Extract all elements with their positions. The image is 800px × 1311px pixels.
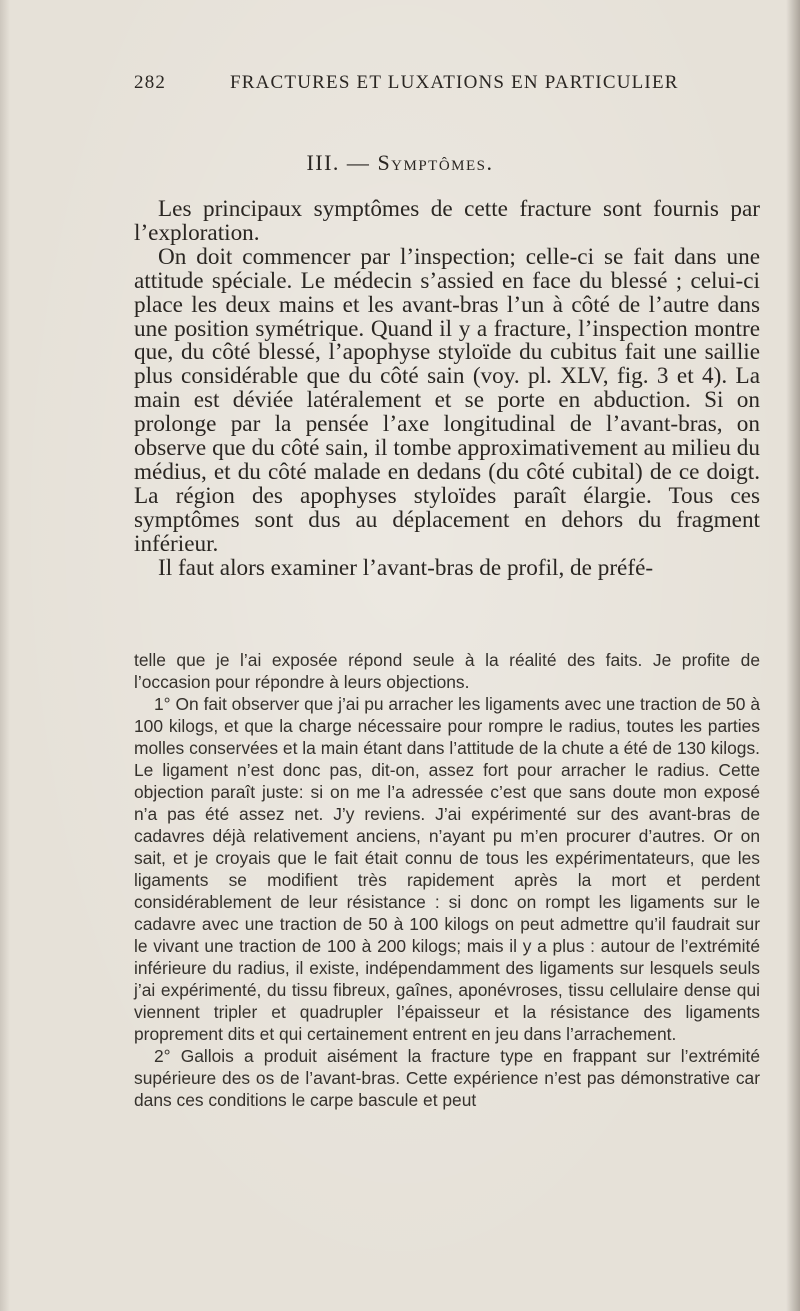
page-left-edge [0,0,10,1311]
paragraph: Les principaux symptômes de cette fracture sont fournis par l’exploration. [134,196,760,246]
page-right-edge [786,0,800,1311]
footnote-paragraph: 1° On fait observer que j’ai pu arracher les ligaments avec une traction de 50 à 100 kilogs, et que la charge nécessaire pour rompre le radius, toutes les parties molles conservées et la main étant dans l’attitude de la chute a été de 130 kilogs. Le ligament n’est donc pas, dit-on, assez fort pour arracher le radius. Cette objection paraît juste: si on me l’a adressée c’est que sans doute mon exposé n’a pas été assez net. J’y reviens. J’ai expérimenté sur des avant-bras de cadavres déjà relativement anciens, n’ayant pu m’en procurer d’autres. Or on sait, et je croyais que le fait était connu de tous les expérimentateurs, que les ligaments se modifient très rapidement après la mort et perdent considérablement de leur résistance : si donc on rompt les ligaments sur le cadavre avec une traction de 50 à 100 kilogs on peut admettre qu’il faudrait sur le vivant une traction de 100 à 200 kilogs; mais il y a plus : autour de l’extrémité inférieure du radius, il existe, indépendamment des ligaments sur lesquels seuls j’ai expérimenté, du tissu fibreux, gaînes, aponévroses, tissu cellulaire dense qui viennent tripler et quadrupler l’épaisseur et la résistance des ligaments proprement dits et qui certainement entrent en jeu dans l’arrachement. [134,694,760,1044]
section-numeral: III. — [306,150,378,175]
footnote-text [134,649,760,1111]
section-heading [0,150,800,176]
running-head: FRACTURES ET LUXATIONS EN PARTICULIER [230,72,679,93]
paragraph: Il faut alors examiner l’avant-bras de profil, de préfé- [158,554,654,581]
paragraph: On doit commencer par l’inspection; celle-ci se fait dans une attitude spéciale. Le médecin s’assied en face du blessé ; celui-ci place les deux mains et les avant-bras l’un à côté de l’autre dans une position symétrique. Quand il y a fracture, l’inspection montre que, du côté blessé, l’apophyse styloïde du cubitus fait une saillie plus considérable que du côté sain (voy. pl. XLV, fig. 3 et 4). La main est déviée latéralement et se porte en abduction. Si on prolonge par la pensée l’axe longitudinal de l’avant-bras, on observe que du côté sain, il tombe approximativement au milieu du médius, et du côté malade en dedans (du côté cubital) de ce doigt. La région des apophyses styloïdes paraît élargie. Tous ces symptômes sont dus au déplacement en dehors du fragment inférieur. [134,243,760,557]
footnote-paragraph: telle que je l’ai exposée répond seule à la réalité des faits. Je profite de l’occasion pour répondre à leurs objections. [134,650,760,692]
main-body-text [134,198,760,581]
section-title: Symptômes. [377,150,494,175]
page-number: 282 [134,72,167,93]
footnote-paragraph: 2° Gallois a produit aisément la fracture type en frappant sur l’extrémité supérieure des os de l’avant-bras. Cette expérience n’est pas démonstrative car dans ces conditions le carpe bascule et peut [134,1046,760,1110]
